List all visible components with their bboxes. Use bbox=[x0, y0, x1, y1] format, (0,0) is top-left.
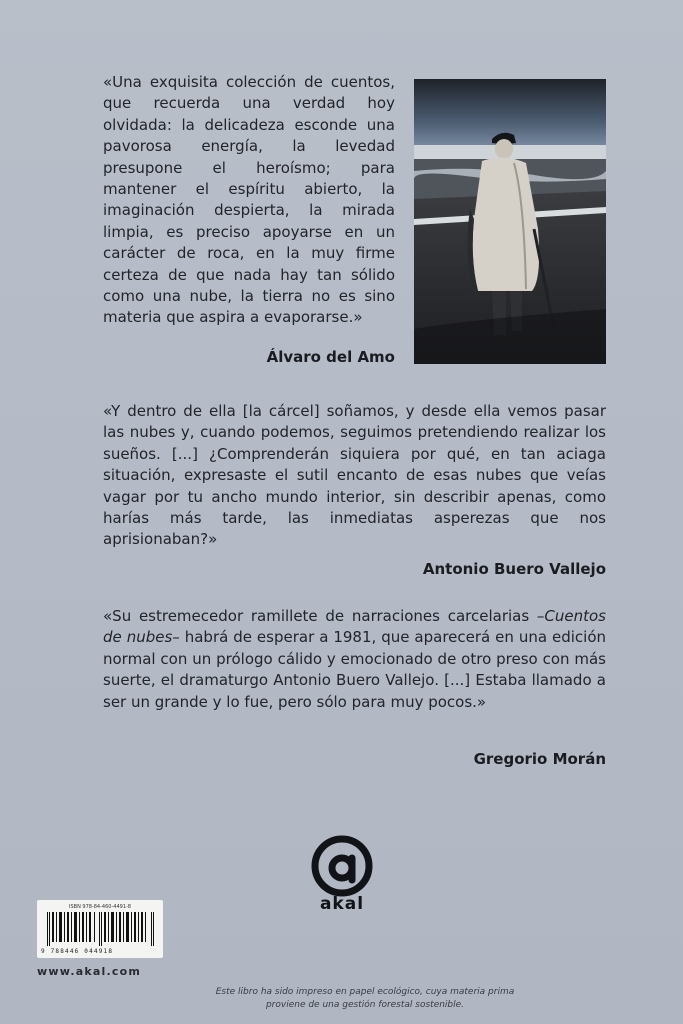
quote-moran-part2: – habrá de esperar a 1981, que aparecerá en una edición normal con un prólogo cálido y emocionado de otro preso con más suerte, el dramaturgo Antonio Buero Vallejo. [...] Estaba llamado a ser un grande y lo fue, pero sólo para muy pocos.» bbox=[103, 628, 606, 711]
barcode-bars bbox=[45, 912, 157, 946]
quote-moran-title: Cuentos de nubes bbox=[103, 607, 606, 647]
eco-paper-note bbox=[150, 986, 580, 1012]
cover-photo-man-by-sea bbox=[414, 79, 606, 364]
eco-paper-note-line2: proviene de una gestión forestal sostenible. bbox=[265, 1000, 465, 1010]
isbn-label: ISBN 978-84-460-4491-8 bbox=[69, 904, 131, 910]
quote-moran-part1: «Su estremecedor ramillete de narraciones carcelarias – bbox=[103, 607, 545, 625]
publisher-website: www.akal.com bbox=[37, 965, 142, 978]
publisher-name: akal bbox=[319, 894, 365, 914]
quote-alvaro: «Una exquisita colección de cuentos, que recuerda una verdad hoy olvidada: la delicadeza esconde una pavorosa energía, la levedad presupone el heroísmo; para mantener el espíritu abierto, la imaginación despierta, la mirada limpia, es preciso apoyarse en un carácter de roca, en la muy firme certeza de que nada hay tan sólido como una nube, la tierra no es sino materia que aspira a evaporarse.» bbox=[103, 73, 395, 327]
author-buero-vallejo: Antonio Buero Vallejo bbox=[422, 560, 606, 578]
author-moran: Gregorio Morán bbox=[473, 750, 606, 768]
eco-paper-note-line1: Este libro ha sido impreso en papel ecológico, cuya materia prima bbox=[215, 987, 515, 997]
ean-number: 9 788446 044918 bbox=[41, 948, 114, 955]
quote-buero-vallejo: «Y dentro de ella [la cárcel] soñamos, y desde ella vemos pasar las nubes y, cuando podemos, seguimos pretendiendo realizar los sueños. [...] ¿Comprenderán siquiera por qué, en tan aciaga situación, expresaste el sutil encanto de esas nubes que veías vagar por tu ancho mundo interior, sin describir apenas, como harías más tarde, las inmediatas asperezas que nos aprisionaban?» bbox=[103, 402, 606, 549]
author-alvaro: Álvaro del Amo bbox=[266, 348, 395, 366]
quote-moran bbox=[103, 606, 606, 713]
barcode bbox=[37, 900, 163, 958]
